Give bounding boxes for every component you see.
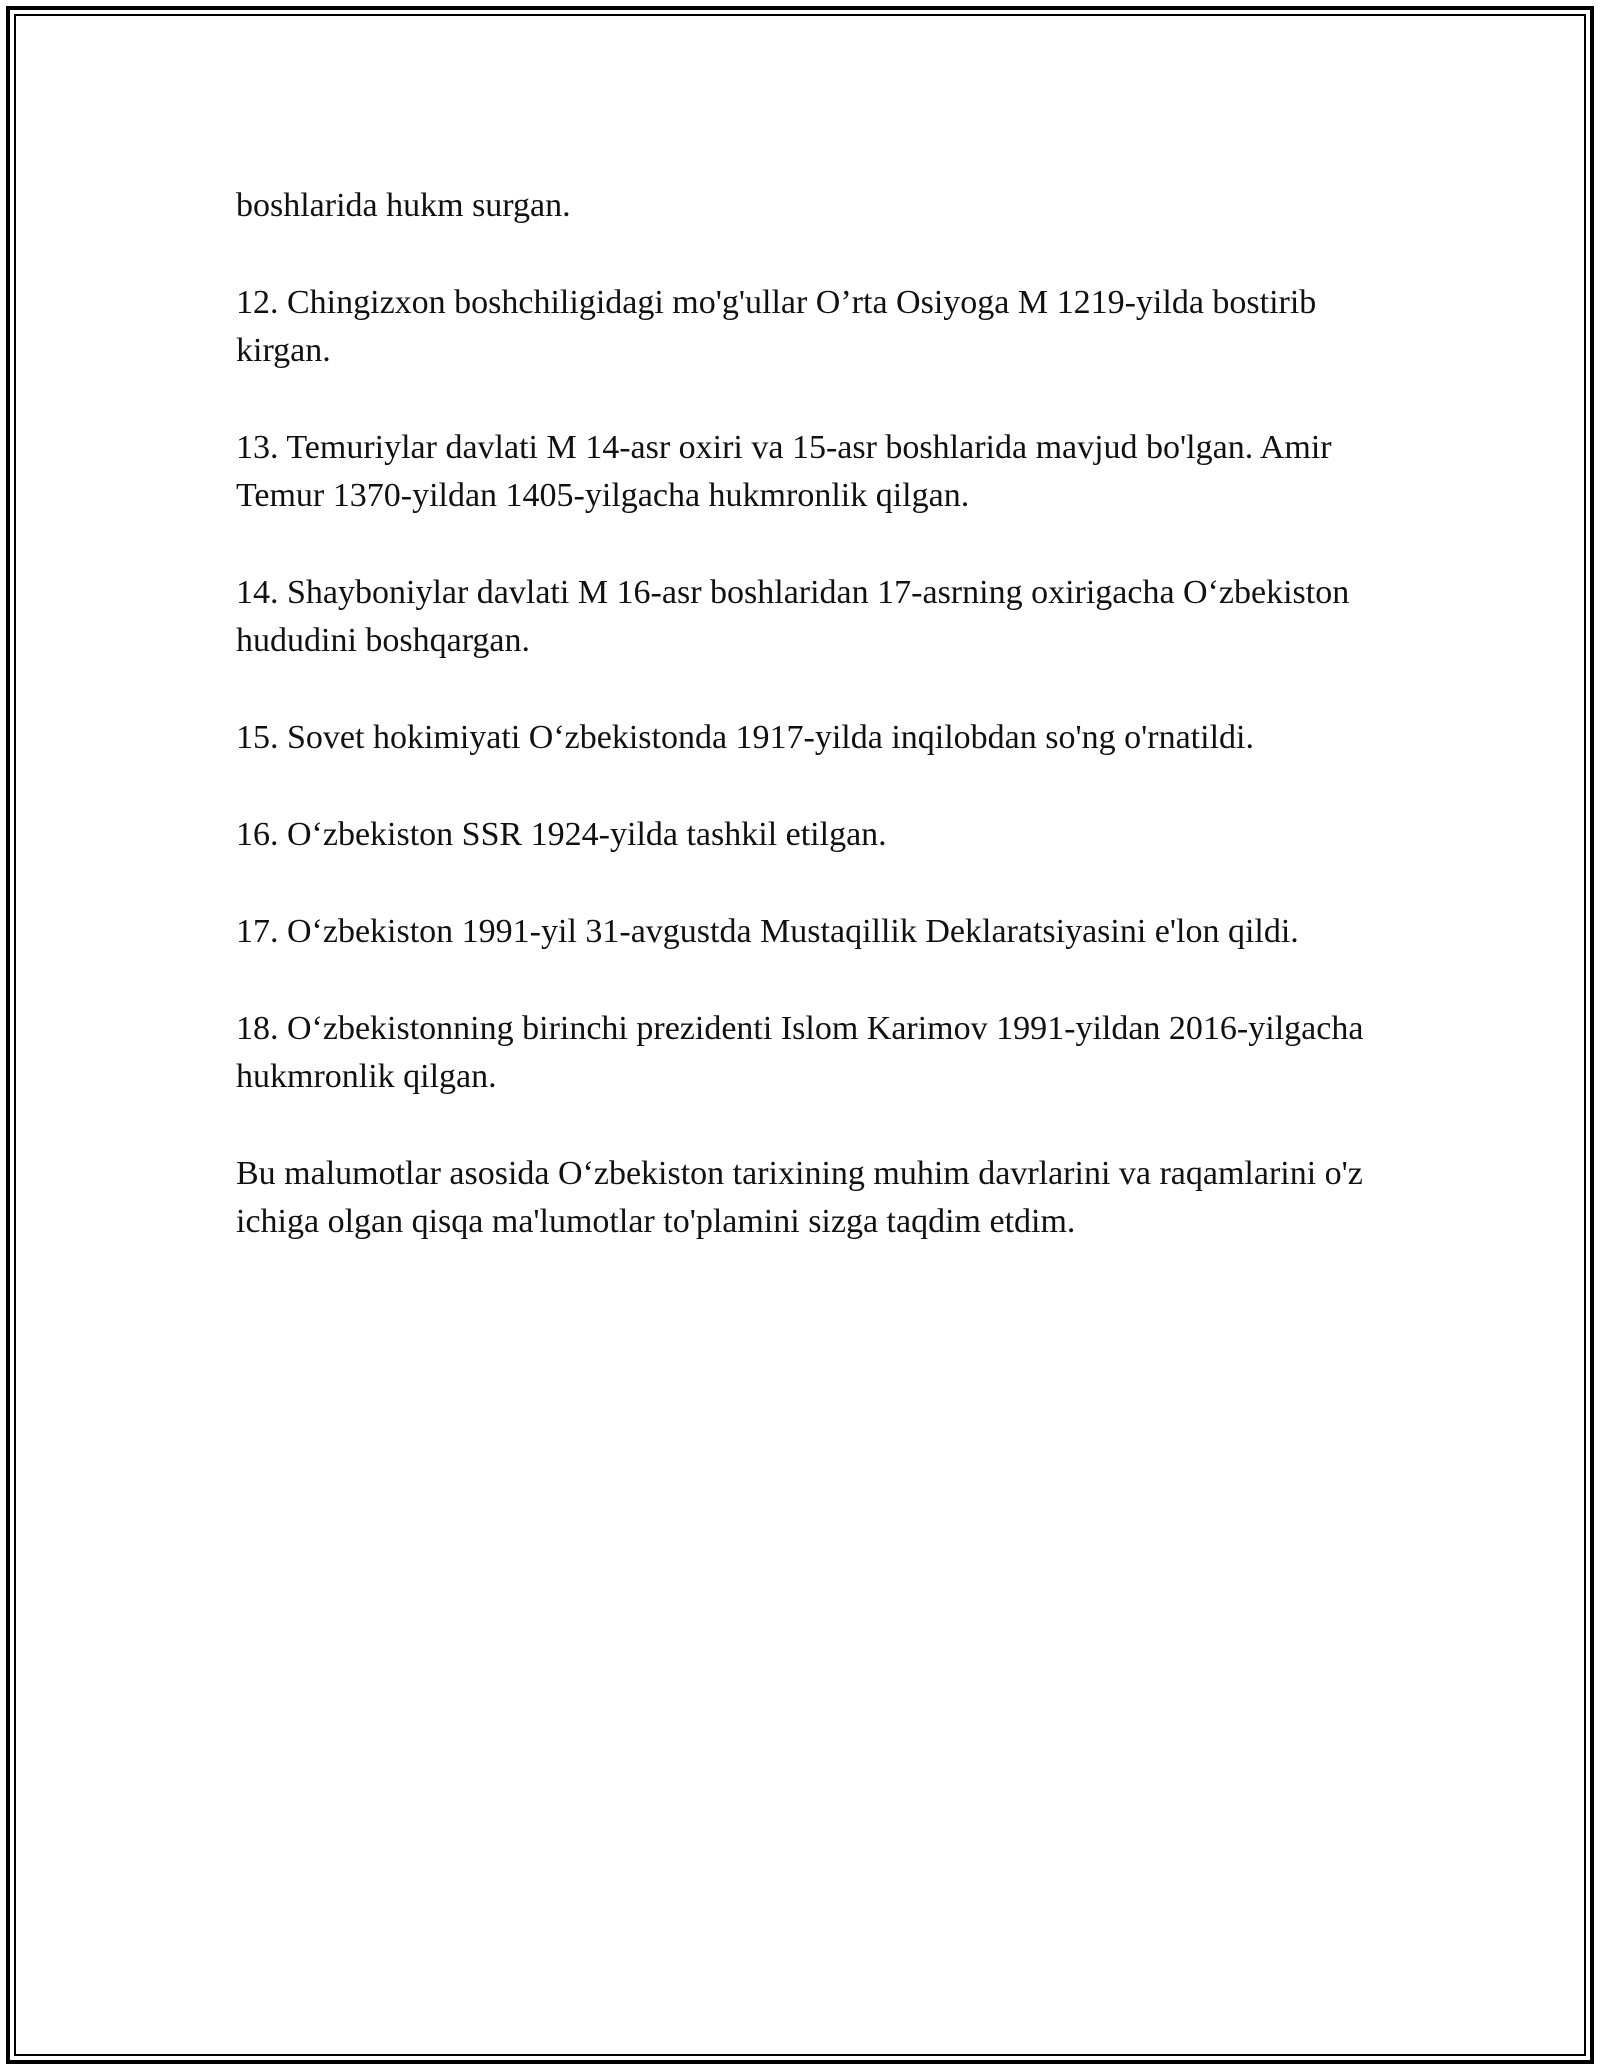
paragraph-item-17: 17. O‘zbekiston 1991-yil 31-avgustda Mustaqillik Deklaratsiyasini e'lon qildi. [236, 913, 1299, 950]
paragraph-conclusion: Bu malumotlar asosida O‘zbekiston tarixining muhim davrlarini va raqamlarini o'z ichiga olgan qisqa ma'lumotlar to'plamini sizga taqdim etdim. [236, 1155, 1363, 1240]
paragraph-item-16: 16. O‘zbekiston SSR 1924-yilda tashkil etilgan. [236, 816, 887, 853]
paragraph-item-12: 12. Chingizxon boshchiligidagi mo'g'ullar O’rta Osiyoga M 1219-yilda bostirib kirgan. [236, 284, 1317, 369]
paragraph-item-13: 13. Temuriylar davlati M 14-asr oxiri va 15-asr boshlarida mavjud bo'lgan. Amir Temur 1370-yildan 1405-yilgacha hukmronlik qilgan. [236, 429, 1332, 514]
document-body [236, 182, 1366, 1295]
paragraph-item-14: 14. Shayboniylar davlati M 16-asr boshlaridan 17-asrning oxirigacha O‘zbekiston hududini boshqargan. [236, 574, 1350, 659]
paragraph-item-18: 18. O‘zbekistonning birinchi prezidenti Islom Karimov 1991-yildan 2016-yilgacha hukmronlik qilgan. [236, 1010, 1364, 1095]
paragraph-item-15: 15. Sovet hokimiyati O‘zbekistonda 1917-yilda inqilobdan so'ng o'rnatildi. [236, 719, 1254, 756]
paragraph-continuation: boshlarida hukm surgan. [236, 187, 571, 224]
